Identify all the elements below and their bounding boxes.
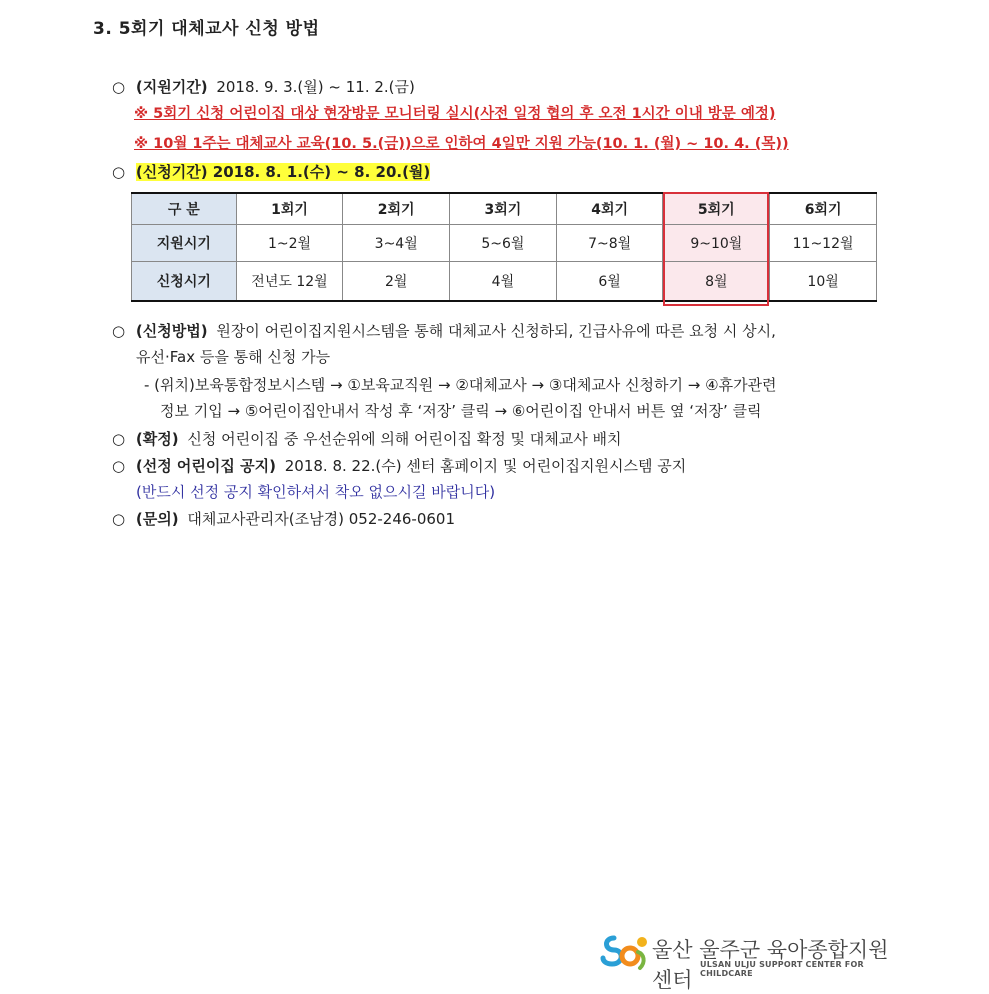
- contact-line: [112, 508, 455, 529]
- round-header: 1회기: [236, 193, 343, 225]
- table-cell: 4월: [450, 262, 557, 302]
- center-logo-icon: [600, 932, 650, 974]
- confirm-text: 신청 어린이집 중 우선순위에 의해 어린이집 확정 및 대체교사 배치: [187, 430, 622, 448]
- row-label: 지원시기: [132, 225, 237, 262]
- table-cell: 5~6월: [450, 225, 557, 262]
- monitoring-note: ※ 5회기 신청 어린이집 대상 현장방문 모니터링 실시(사전 일정 협의 후 오전 1시간 이내 방문 예정): [134, 106, 776, 122]
- table-header-label: 구 분: [132, 193, 237, 225]
- logo-sub: ULSAN ULJU SUPPORT CENTER FOR CHILDCARE: [700, 960, 864, 978]
- schedule-table: [131, 192, 877, 302]
- table-cell: 전년도 12월: [236, 262, 343, 302]
- bullet: ○: [112, 510, 126, 528]
- notice-line: [112, 455, 686, 476]
- table-cell: 1~2월: [236, 225, 343, 262]
- table-cell: 7~8월: [556, 225, 663, 262]
- center-logo: [600, 932, 890, 992]
- support-period-value: 2018. 9. 3.(월) ~ 11. 2.(금): [216, 78, 415, 96]
- education-note: ※ 10월 1주는 대체교사 교육(10. 5.(금))으로 인하여 4일만 지원 가능(10. 1. (월) ~ 10. 4. (목)): [134, 136, 789, 152]
- apply-period-text: (신청기간) 2018. 8. 1.(수) ~ 8. 20.(월): [135, 163, 431, 181]
- bullet: ○: [112, 430, 126, 448]
- bullet: ○: [112, 322, 126, 340]
- table-cell: 11~12월: [770, 225, 877, 262]
- notice-note: (반드시 선정 공지 확인하셔서 착오 없으시길 바랍니다): [136, 483, 496, 501]
- table-cell: 6월: [556, 262, 663, 302]
- table-cell-highlighted: 8월: [663, 262, 770, 302]
- table-row: [132, 262, 877, 302]
- round-header: 4회기: [556, 193, 663, 225]
- method-line: [112, 320, 776, 341]
- method-line2: 유선·Fax 등을 통해 신청 가능: [136, 348, 331, 366]
- round-header: 2회기: [343, 193, 450, 225]
- method-text: 원장이 어린이집지원시스템을 통해 대체교사 신청하되, 긴급사유에 따른 요청 시 상시,: [216, 322, 776, 340]
- page-title: 3. 5회기 대체교사 신청 방법: [93, 19, 320, 39]
- bullet: ○: [112, 78, 126, 96]
- round-header: 6회기: [770, 193, 877, 225]
- table-cell: 2월: [343, 262, 450, 302]
- apply-period-line: [112, 161, 430, 182]
- row-label: 신청시기: [132, 262, 237, 302]
- logo-name: 울산 울주군 육아종합지원센터: [652, 938, 889, 992]
- bullet: ○: [112, 457, 126, 475]
- notice-text: 2018. 8. 22.(수) 센터 홈페이지 및 어린이집지원시스템 공지: [284, 457, 687, 475]
- method-label: (신청방법): [135, 322, 208, 340]
- method-sub2: 정보 기입 → ⑤어린이집안내서 작성 후 ‘저장’ 클릭 → ⑥어린이집 안내서 버튼 옆 ‘저장’ 클릭: [160, 402, 762, 420]
- contact-text: 대체교사관리자(조남경) 052-246-0601: [187, 510, 455, 528]
- table-cell: 3~4월: [343, 225, 450, 262]
- method-sub1: - (위치)보육통합정보시스템 → ①보육교직원 → ②대체교사 → ③대체교사 신청하기 → ④휴가관련: [144, 376, 777, 394]
- support-period-label: (지원기간): [135, 78, 208, 96]
- confirm-label: (확정): [135, 430, 179, 448]
- bullet: ○: [112, 163, 126, 181]
- round-header-highlighted: 5회기: [663, 193, 770, 225]
- round-header: 3회기: [450, 193, 557, 225]
- confirm-line: [112, 428, 622, 449]
- table-header-row: [132, 193, 877, 225]
- contact-label: (문의): [135, 510, 179, 528]
- table-row: [132, 225, 877, 262]
- support-period-line: [112, 76, 415, 97]
- notice-label: (선정 어린이집 공지): [135, 457, 276, 475]
- table-cell: 10월: [770, 262, 877, 302]
- table-cell-highlighted: 9~10월: [663, 225, 770, 262]
